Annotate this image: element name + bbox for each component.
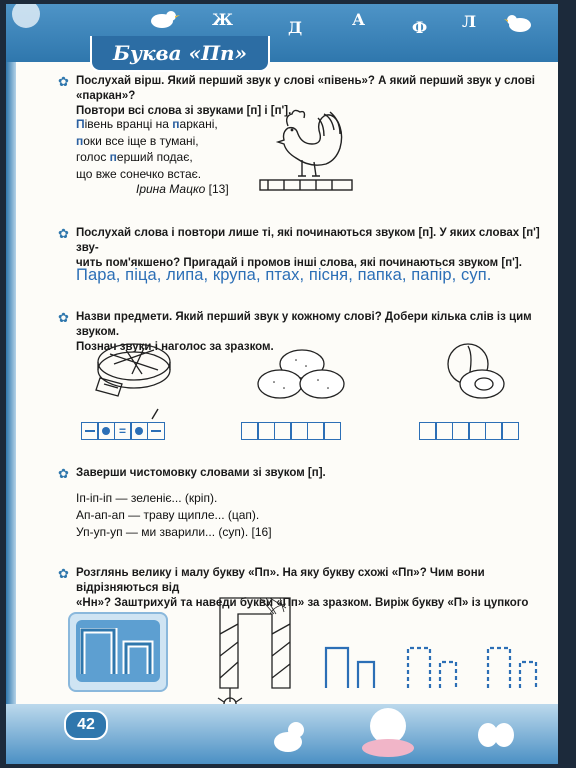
- scheme-cell: [97, 422, 115, 440]
- letter-pp-graphic: [80, 628, 156, 676]
- scheme-cell[interactable]: [501, 422, 519, 440]
- scheme-cell[interactable]: [452, 422, 470, 440]
- task-star-icon: ✿: [58, 310, 69, 325]
- task1-instruction: Послухай вірш. Який перший звук у слові «півень»? А який перший звук у слові «паркан»? Повтори всі слова зі звуками [п] і [п'].: [76, 75, 536, 117]
- scheme-cell: [130, 422, 148, 440]
- scheme-cell: [81, 422, 99, 440]
- letter-card: [68, 612, 168, 692]
- task5-instruction: Розглянь велику і малу букву «Пп». На яку букву схожі «Пп»? Чим вони відрізняються від «Нн»? Заштрихуй та наведи букви «Пп» за зразком. Виріж букву «П» із цупкого: [76, 567, 529, 609]
- chistomovka-line: Уп-уп-уп — ми зварили... (суп). [16]: [76, 525, 272, 539]
- header-band: [6, 4, 558, 62]
- task3-instruction: Назви предмети. Який перший звук у кожному слові? Добери кілька слів із цим звуком. Познач звуки і наголос за зразком.: [76, 311, 532, 353]
- scheme-cell[interactable]: [241, 422, 259, 440]
- bird-icon: [146, 6, 180, 32]
- sound-scheme-sample: [82, 422, 165, 440]
- chistomovka-line: Іп-іп-іп — зеленіє... (кріп).: [76, 491, 218, 505]
- poem-line: голос перший подає,: [76, 150, 193, 164]
- scheme-cell[interactable]: [290, 422, 308, 440]
- scheme-cell: [147, 422, 165, 440]
- rooster-illustration: [258, 106, 354, 202]
- scheme-cell[interactable]: [485, 422, 503, 440]
- task-star-icon: ✿: [58, 74, 69, 89]
- stress-mark-icon: [150, 408, 160, 420]
- sound-scheme-empty[interactable]: [242, 422, 341, 440]
- buns-illustration: [256, 344, 346, 404]
- scheme-cell[interactable]: [435, 422, 453, 440]
- poem-author: Ірина Мацко [13]: [136, 182, 229, 196]
- header-letter: Ж: [212, 10, 233, 29]
- task2-instruction: Послухай слова і повтори лише ті, які починаються звуком [п]. У яких словах [п'] зву- чить пом'якшено? Пригадай і промов інші слова, які починаються звуком [п'].: [76, 227, 540, 269]
- sound-scheme-empty[interactable]: [420, 422, 519, 440]
- header-letter: Д: [288, 18, 303, 37]
- task-star-icon: ✿: [58, 566, 69, 581]
- header-letter: Л: [462, 12, 477, 31]
- poem: [76, 116, 218, 182]
- workbook-page: [6, 4, 558, 764]
- scheme-cell[interactable]: [419, 422, 437, 440]
- scheme-cell[interactable]: [307, 422, 325, 440]
- dog-icon: [268, 716, 308, 756]
- peach-illustration: [440, 338, 510, 404]
- task4-instruction: Заверши чистомовку словами зі звуком [п].: [76, 467, 326, 479]
- scheme-cell[interactable]: [257, 422, 275, 440]
- chistomovka-line: Ап-ап-ап — траву щипле... (цап).: [76, 508, 260, 522]
- hatching-letter-p: [210, 594, 300, 714]
- task-star-icon: ✿: [58, 226, 69, 241]
- girl-icon: [356, 700, 420, 758]
- scheme-cell[interactable]: [323, 422, 341, 440]
- scheme-cell[interactable]: [274, 422, 292, 440]
- page-title-banner: [90, 36, 270, 72]
- word-list: Пара, піца, липа, крупа, птах, пісня, папка, папір, суп.: [76, 266, 492, 284]
- poem-line: поки все іще в тумані,: [76, 133, 199, 148]
- left-decor-band: [6, 62, 16, 712]
- tracing-letters: [322, 644, 542, 692]
- butterfly-icon: [476, 720, 516, 750]
- header-letter: Ф: [412, 18, 428, 37]
- poem-line: що вже сонечко встає.: [76, 166, 202, 181]
- chistomovka: [76, 490, 272, 541]
- task-star-icon: ✿: [58, 466, 69, 481]
- page-number: 42: [64, 710, 108, 740]
- pie-illustration: [90, 334, 176, 400]
- sun-icon: [6, 4, 54, 40]
- bird-icon: [504, 10, 538, 36]
- scheme-cell: =: [114, 422, 132, 440]
- scheme-cell[interactable]: [468, 422, 486, 440]
- page-title: Буква «Пп»: [112, 41, 248, 65]
- header-letter: А: [352, 10, 366, 29]
- poem-line: Півень вранці на паркані,: [76, 117, 218, 131]
